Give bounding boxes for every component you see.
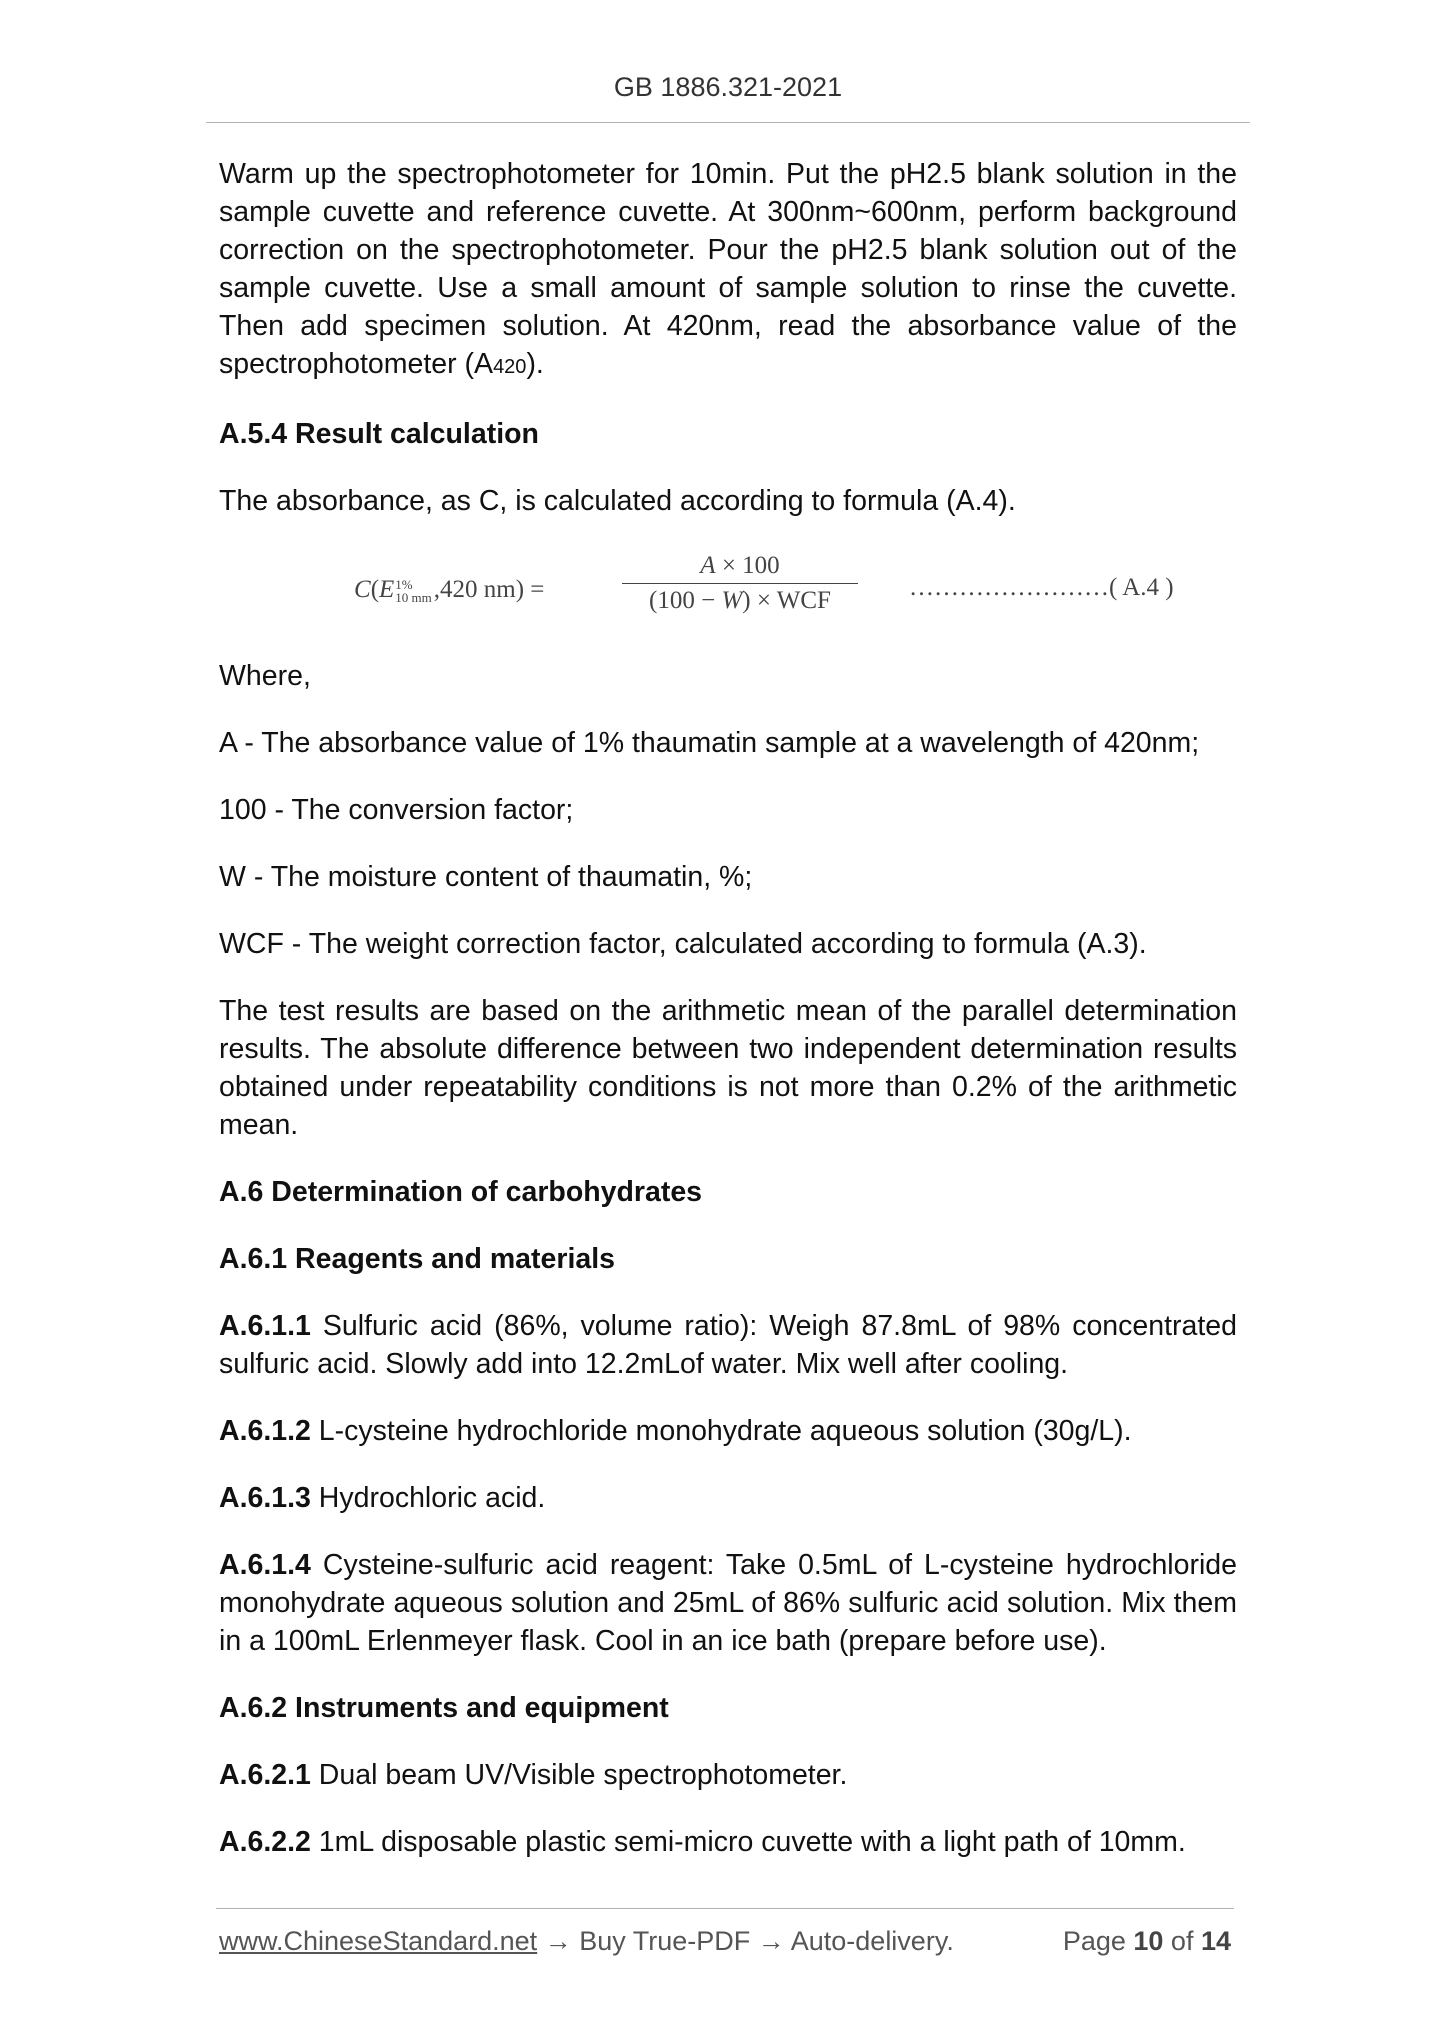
definition-wcf: WCF - The weight correction factor, calculated according to formula (A.3). (219, 928, 1147, 960)
heading-a54: A.5.4 Result calculation (219, 418, 539, 450)
clause-a611: A.6.1.1 Sulfuric acid (86%, volume ratio): Weigh 87.8mL of 98% concentrated sulfuric acid. Slowly add into 12.2mLof water. Mix well after cooling. (219, 1310, 1237, 1380)
formula-a4 (219, 549, 1237, 625)
definition-w: W - The moisture content of thaumatin, %; (219, 861, 753, 893)
document-header (206, 72, 1250, 103)
formula-denominator: (100 − W) × WCF (649, 587, 831, 614)
page-number: Page 10 of 14 (1062, 1926, 1231, 1956)
standard-number: GB 1886.321-2021 (613, 72, 843, 102)
formula-numerator: A × 100 (700, 552, 780, 579)
current-page: 10 (1133, 1926, 1164, 1956)
clause-a614: A.6.1.4 Cysteine-sulfuric acid reagent: Take 0.5mL of L-cysteine hydrochloride monohydrate aqueous solution and 25mL of 86% sulfuric acid solution. Mix them in a 100mL Erlenmeyer flask. Cool in an ice bath (prepare before use). (219, 1549, 1237, 1657)
header-divider (206, 122, 1250, 123)
paragraph-absorbance: The absorbance, as C, is calculated according to formula (A.4). (219, 485, 1016, 517)
formula-supsub: 1% 10 mm (395, 577, 432, 606)
total-pages: 14 (1200, 1926, 1231, 1956)
clause-a621: A.6.2.1 Dual beam UV/Visible spectrophotometer. (219, 1759, 848, 1791)
clause-a612: A.6.1.2 L-cysteine hydrochloride monohydrate aqueous solution (30g/L). (219, 1415, 1132, 1447)
heading-a62: A.6.2 Instruments and equipment (219, 1692, 669, 1724)
footer-promo (219, 1926, 954, 1957)
paragraph-where: Where, (219, 660, 311, 692)
heading-a6: A.6 Determination of carbohydrates (219, 1176, 703, 1208)
paragraph-warmup: Warm up the spectrophotometer for 10min. Put the pH2.5 blank solution in the sample cuvette and reference cuvette. At 300nm~600nm, perform background correction on the spectrophotometer. Pour the pH2.5 blank solution out of the sample cuvette. Use a small amount of sample solution to rinse the cuvette. Then add specimen solution. At 420nm, read the absorbance value of the spectrophotometer (A420). (219, 158, 1237, 380)
formula-fraction (616, 549, 864, 618)
footer-tagline: → Buy True-PDF → Auto-delivery. (537, 1926, 954, 1956)
footer-divider (216, 1908, 1234, 1909)
clause-a622: A.6.2.2 1mL disposable plastic semi-micro cuvette with a light path of 10mm. (219, 1826, 1186, 1858)
formula-label: ……………………( A.4 ) (909, 574, 1174, 601)
page-content (219, 155, 1237, 1890)
definition-a: A - The absorbance value of 1% thaumatin sample at a wavelength of 420nm; (219, 727, 1200, 759)
definition-100: 100 - The conversion factor; (219, 794, 574, 826)
heading-a61: A.6.1 Reagents and materials (219, 1243, 615, 1275)
website-link[interactable]: www.ChineseStandard.net (219, 1926, 538, 1956)
formula-lhs: C(E 1% 10 mm ,420 nm) = (354, 576, 545, 606)
absorbance-subscript: 420 (493, 356, 527, 378)
paragraph-results: The test results are based on the arithmetic mean of the parallel determination results. The absolute difference between two independent determination results obtained under repeatability conditions is not more than 0.2% of the arithmetic mean. (219, 995, 1237, 1141)
clause-a613: A.6.1.3 Hydrochloric acid. (219, 1482, 546, 1514)
